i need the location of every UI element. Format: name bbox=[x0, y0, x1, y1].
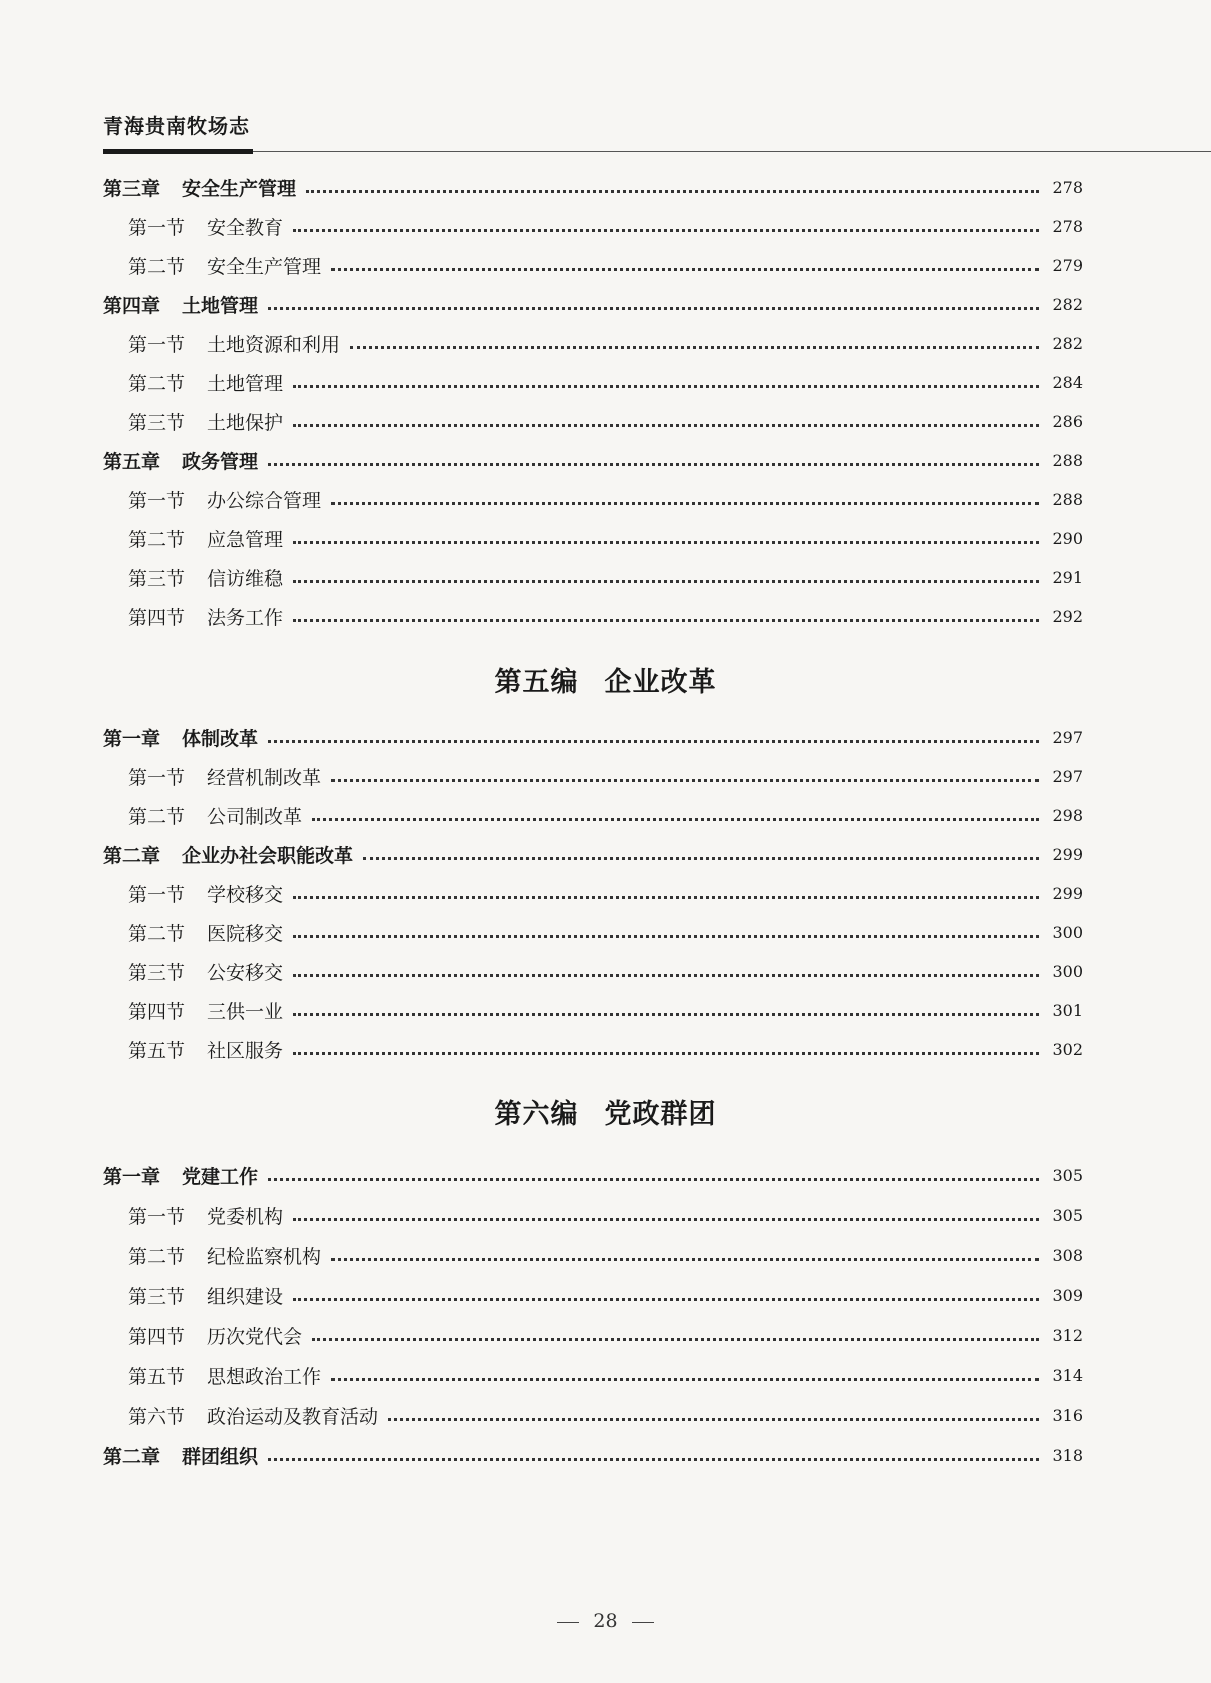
dot-leader bbox=[331, 268, 1039, 271]
entry-title: 企业办社会职能改革 bbox=[182, 844, 354, 867]
dot-leader bbox=[293, 619, 1039, 622]
toc-chapter-entry bbox=[0, 445, 1211, 475]
toc-chapter-entry bbox=[0, 1160, 1211, 1190]
toc-section-entry bbox=[0, 1400, 1211, 1430]
dot-leader bbox=[331, 1258, 1039, 1261]
entry-number: 第二节 bbox=[128, 1245, 186, 1268]
dot-leader bbox=[312, 818, 1039, 821]
footer-dash-left bbox=[557, 1622, 579, 1623]
entry-page-number: 312 bbox=[1052, 1325, 1083, 1345]
entry-title: 政务管理 bbox=[182, 450, 259, 473]
toc-section-entry bbox=[0, 328, 1211, 358]
dot-leader bbox=[293, 541, 1039, 544]
header-rule-thin bbox=[253, 151, 1211, 152]
entry-number: 第二节 bbox=[128, 805, 186, 828]
entry-title: 安全生产管理 bbox=[207, 255, 322, 278]
toc-section-entry bbox=[0, 917, 1211, 947]
entry-number: 第四节 bbox=[128, 1000, 186, 1023]
entry-number: 第三节 bbox=[128, 1285, 186, 1308]
entry-page-number: 288 bbox=[1052, 489, 1083, 509]
toc-chapter-entry bbox=[0, 172, 1211, 202]
entry-title: 学校移交 bbox=[207, 883, 284, 906]
entry-page-number: 282 bbox=[1052, 333, 1083, 353]
entry-number: 第一节 bbox=[128, 766, 186, 789]
entry-number: 第一节 bbox=[128, 489, 186, 512]
entry-page-number: 288 bbox=[1052, 450, 1083, 470]
dot-leader bbox=[268, 1178, 1039, 1181]
entry-title: 医院移交 bbox=[207, 922, 284, 945]
dot-leader bbox=[331, 502, 1039, 505]
toc-section-entry bbox=[0, 800, 1211, 830]
dot-leader bbox=[306, 190, 1039, 193]
dot-leader bbox=[293, 229, 1039, 232]
entry-page-number: 297 bbox=[1052, 727, 1083, 747]
toc-section-entry bbox=[0, 1034, 1211, 1064]
part-title bbox=[0, 1092, 1211, 1131]
toc-section-entry bbox=[0, 1240, 1211, 1270]
toc-chapter-entry bbox=[0, 722, 1211, 752]
entry-title: 公司制改革 bbox=[207, 805, 303, 828]
entry-number: 第一节 bbox=[128, 1205, 186, 1228]
part-name: 企业改革 bbox=[604, 667, 717, 698]
part-title bbox=[0, 660, 1211, 699]
entry-title: 党建工作 bbox=[182, 1165, 259, 1188]
entry-page-number: 278 bbox=[1052, 177, 1083, 197]
toc-section-entry bbox=[0, 211, 1211, 241]
entry-number: 第四节 bbox=[128, 606, 186, 629]
dot-leader bbox=[293, 1013, 1039, 1016]
entry-page-number: 282 bbox=[1052, 294, 1083, 314]
toc-section-entry bbox=[0, 956, 1211, 986]
entry-title: 安全生产管理 bbox=[182, 177, 297, 200]
page-footer bbox=[0, 1610, 1211, 1632]
entry-page-number: 301 bbox=[1052, 1000, 1083, 1020]
toc-section-entry bbox=[0, 1280, 1211, 1310]
entry-page-number: 292 bbox=[1052, 606, 1083, 626]
entry-title: 应急管理 bbox=[207, 528, 284, 551]
dot-leader bbox=[293, 580, 1039, 583]
entry-page-number: 300 bbox=[1052, 961, 1083, 981]
entry-title: 体制改革 bbox=[182, 727, 259, 750]
toc-section-entry bbox=[0, 601, 1211, 631]
dot-leader bbox=[312, 1338, 1039, 1341]
toc-section-entry bbox=[0, 995, 1211, 1025]
dot-leader bbox=[293, 1052, 1039, 1055]
entry-number: 第二节 bbox=[128, 922, 186, 945]
entry-title: 办公综合管理 bbox=[207, 489, 322, 512]
entry-page-number: 300 bbox=[1052, 922, 1083, 942]
entry-number: 第三节 bbox=[128, 411, 186, 434]
entry-title: 土地管理 bbox=[207, 372, 284, 395]
entry-page-number: 279 bbox=[1052, 255, 1083, 275]
entry-number: 第五节 bbox=[128, 1365, 186, 1388]
entry-title: 纪检监察机构 bbox=[207, 1245, 322, 1268]
entry-title: 土地管理 bbox=[182, 294, 259, 317]
entry-number: 第一节 bbox=[128, 883, 186, 906]
entry-number: 第二章 bbox=[103, 1445, 161, 1468]
dot-leader bbox=[293, 1218, 1039, 1221]
dot-leader bbox=[293, 1298, 1039, 1301]
entry-number: 第五节 bbox=[128, 1039, 186, 1062]
entry-title: 政治运动及教育活动 bbox=[207, 1405, 379, 1428]
entry-title: 土地保护 bbox=[207, 411, 284, 434]
entry-title: 社区服务 bbox=[207, 1039, 284, 1062]
toc-section-entry bbox=[0, 1360, 1211, 1390]
footer-page-number: 28 bbox=[593, 1610, 618, 1632]
entry-page-number: 305 bbox=[1052, 1205, 1083, 1225]
entry-number: 第二节 bbox=[128, 255, 186, 278]
toc-section-entry bbox=[0, 1320, 1211, 1350]
dot-leader bbox=[268, 740, 1039, 743]
dot-leader bbox=[331, 1378, 1039, 1381]
dot-leader bbox=[388, 1418, 1039, 1421]
dot-leader bbox=[293, 896, 1039, 899]
dot-leader bbox=[293, 424, 1039, 427]
dot-leader bbox=[293, 935, 1039, 938]
entry-title: 思想政治工作 bbox=[207, 1365, 322, 1388]
entry-number: 第六节 bbox=[128, 1405, 186, 1428]
entry-number: 第一节 bbox=[128, 216, 186, 239]
entry-number: 第四章 bbox=[103, 294, 161, 317]
part-number: 第六编 bbox=[494, 1099, 579, 1130]
entry-title: 三供一业 bbox=[207, 1000, 284, 1023]
entry-number: 第五章 bbox=[103, 450, 161, 473]
entry-number: 第二章 bbox=[103, 844, 161, 867]
entry-page-number: 298 bbox=[1052, 805, 1083, 825]
dot-leader bbox=[331, 779, 1039, 782]
entry-page-number: 318 bbox=[1052, 1445, 1083, 1465]
running-header-title: 青海贵南牧场志 bbox=[103, 114, 250, 138]
dot-leader bbox=[268, 1458, 1039, 1461]
entry-title: 组织建设 bbox=[207, 1285, 284, 1308]
footer-dash-right bbox=[632, 1622, 654, 1623]
dot-leader bbox=[268, 463, 1039, 466]
entry-page-number: 297 bbox=[1052, 766, 1083, 786]
entry-page-number: 302 bbox=[1052, 1039, 1083, 1059]
part-name: 党政群团 bbox=[604, 1099, 717, 1130]
toc-section-entry bbox=[0, 523, 1211, 553]
entry-page-number: 308 bbox=[1052, 1245, 1083, 1265]
part-number: 第五编 bbox=[494, 667, 579, 698]
entry-title: 信访维稳 bbox=[207, 567, 284, 590]
entry-number: 第二节 bbox=[128, 372, 186, 395]
dot-leader bbox=[293, 974, 1039, 977]
entry-title: 法务工作 bbox=[207, 606, 284, 629]
header-rule-thick bbox=[103, 149, 253, 154]
dot-leader bbox=[268, 307, 1039, 310]
toc-chapter-entry bbox=[0, 289, 1211, 319]
toc-chapter-entry bbox=[0, 1440, 1211, 1470]
toc-section-entry bbox=[0, 250, 1211, 280]
entry-title: 公安移交 bbox=[207, 961, 284, 984]
entry-title: 群团组织 bbox=[182, 1445, 259, 1468]
entry-page-number: 299 bbox=[1052, 844, 1083, 864]
entry-number: 第一节 bbox=[128, 333, 186, 356]
dot-leader bbox=[350, 346, 1039, 349]
entry-page-number: 278 bbox=[1052, 216, 1083, 236]
entry-number: 第一章 bbox=[103, 1165, 161, 1188]
toc-section-entry bbox=[0, 367, 1211, 397]
toc-section-entry bbox=[0, 761, 1211, 791]
entry-page-number: 286 bbox=[1052, 411, 1083, 431]
dot-leader bbox=[363, 857, 1039, 860]
toc-section-entry bbox=[0, 562, 1211, 592]
dot-leader bbox=[293, 385, 1039, 388]
toc-chapter-entry bbox=[0, 839, 1211, 869]
entry-title: 经营机制改革 bbox=[207, 766, 322, 789]
entry-number: 第三节 bbox=[128, 961, 186, 984]
entry-page-number: 316 bbox=[1052, 1405, 1083, 1425]
entry-page-number: 284 bbox=[1052, 372, 1083, 392]
entry-page-number: 291 bbox=[1052, 567, 1083, 587]
toc-section-entry bbox=[0, 484, 1211, 514]
entry-page-number: 299 bbox=[1052, 883, 1083, 903]
entry-title: 安全教育 bbox=[207, 216, 284, 239]
entry-title: 土地资源和利用 bbox=[207, 333, 341, 356]
entry-number: 第三章 bbox=[103, 177, 161, 200]
entry-page-number: 309 bbox=[1052, 1285, 1083, 1305]
entry-page-number: 305 bbox=[1052, 1165, 1083, 1185]
entry-number: 第二节 bbox=[128, 528, 186, 551]
toc-section-entry bbox=[0, 406, 1211, 436]
entry-number: 第四节 bbox=[128, 1325, 186, 1348]
toc-section-entry bbox=[0, 1200, 1211, 1230]
entry-number: 第三节 bbox=[128, 567, 186, 590]
entry-page-number: 290 bbox=[1052, 528, 1083, 548]
entry-title: 党委机构 bbox=[207, 1205, 284, 1228]
toc-section-entry bbox=[0, 878, 1211, 908]
entry-page-number: 314 bbox=[1052, 1365, 1083, 1385]
entry-number: 第一章 bbox=[103, 727, 161, 750]
entry-title: 历次党代会 bbox=[207, 1325, 303, 1348]
